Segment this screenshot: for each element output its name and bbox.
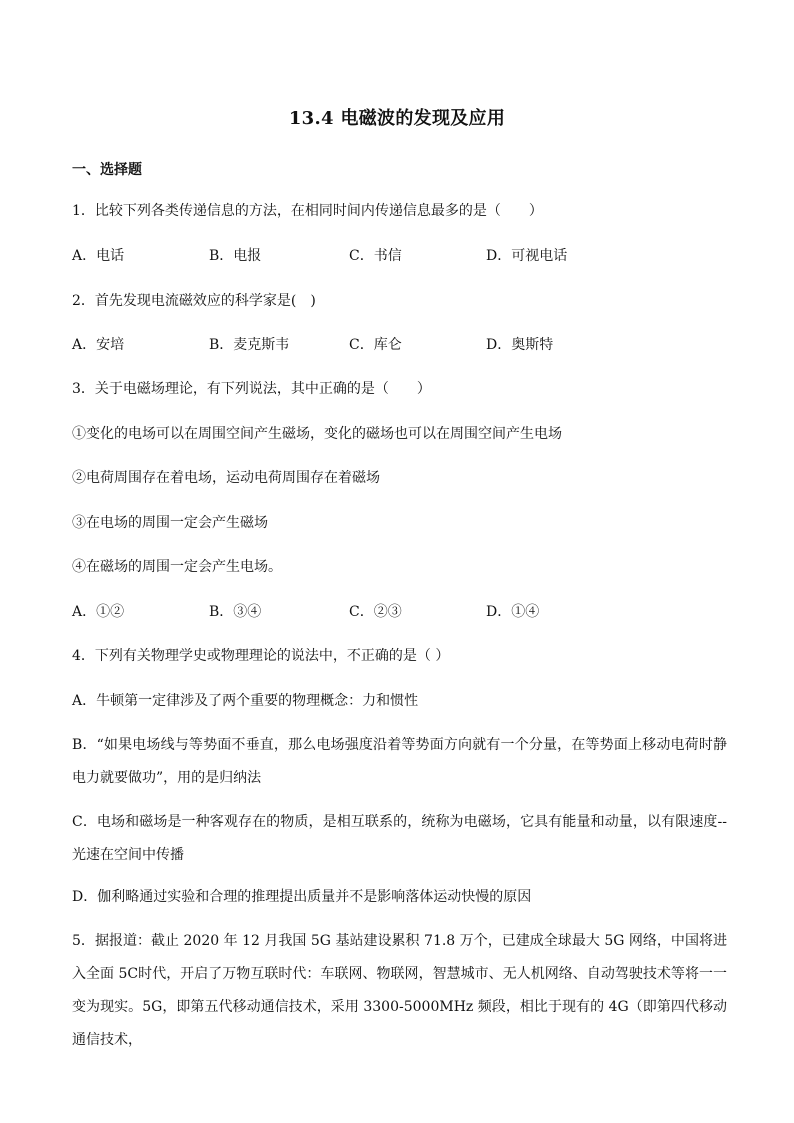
- q4-option-a: A．牛顿第一定律涉及了两个重要的物理概念：力和惯性: [72, 693, 419, 709]
- question-1-stem: 1．比较下列各类传递信息的方法，在相同时间内传递信息最多的是（ ）: [72, 203, 543, 219]
- q4-option-c: C．电场和磁场是一种客观存在的物质，是相互联系的，统称为电磁场，它具有能量和动量，以有限速度--光速在空间中传播: [72, 814, 727, 863]
- q2-option-b: B．麦克斯韦: [209, 337, 290, 353]
- q3-option-d: D．①④: [486, 604, 540, 620]
- question-5-stem: 5．据报道：截止 2020 年 12 月我国 5G 基站建设累积 71.8 万个，已建成全球最大 5G 网络，中国将进入全面 5C时代，开启了万物互联时代：车联网、物联网，智慧城市、无人机网络、自动驾驶技术等将一一变为现实。5G，即第五代移动通信技术，采用 3300-5000MHz 频段，相比于现有的 4G（即第四代移动通信技术，: [72, 933, 727, 1048]
- page-title: 13.4 电磁波的发现及应用: [288, 108, 506, 129]
- question-2-stem: 2．首先发现电流磁效应的科学家是( ): [72, 293, 316, 309]
- question-3-stem: 3．关于电磁场理论，有下列说法，其中正确的是（ ）: [72, 381, 431, 397]
- q4-option-b: B．“如果电场线与等势面不垂直，那么电场强度沿着等势面方向就有一个分量，在等势面上移动电荷时静电力就要做功”，用的是归纳法: [72, 737, 727, 786]
- q3-statement-2: ②电荷周围存在着电场，运动电荷周围存在着磁场: [72, 470, 380, 486]
- q2-option-d: D．奥斯特: [486, 337, 554, 353]
- question-1-options: [72, 245, 732, 267]
- q3-statement-3: ③在电场的周围一定会产生磁场: [72, 515, 268, 531]
- question-3-options: [72, 601, 732, 623]
- q3-option-b: B．③④: [209, 604, 262, 620]
- q3-statement-1: ①变化的电场可以在周围空间产生磁场，变化的磁场也可以在周围空间产生电场: [72, 426, 562, 442]
- question-2-options: [72, 334, 732, 356]
- q1-option-a: A．电话: [72, 248, 125, 264]
- q4-option-d: D．伽利略通过实验和合理的推理提出质量并不是影响落体运动快慢的原因: [72, 889, 532, 905]
- q2-option-c: C．库仑: [349, 337, 402, 353]
- q3-option-c: C．②③: [349, 604, 402, 620]
- q1-option-d: D．可视电话: [486, 248, 568, 264]
- q3-statement-4: ④在磁场的周围一定会产生电场。: [72, 559, 282, 575]
- q1-option-c: C．书信: [349, 248, 402, 264]
- q2-option-a: A．安培: [72, 337, 125, 353]
- section-heading: 一、选择题: [72, 162, 142, 178]
- question-4-stem: 4．下列有关物理学史或物理理论的说法中，不正确的是（ ）: [72, 648, 450, 664]
- q3-option-a: A．①②: [72, 604, 125, 620]
- q1-option-b: B．电报: [209, 248, 262, 264]
